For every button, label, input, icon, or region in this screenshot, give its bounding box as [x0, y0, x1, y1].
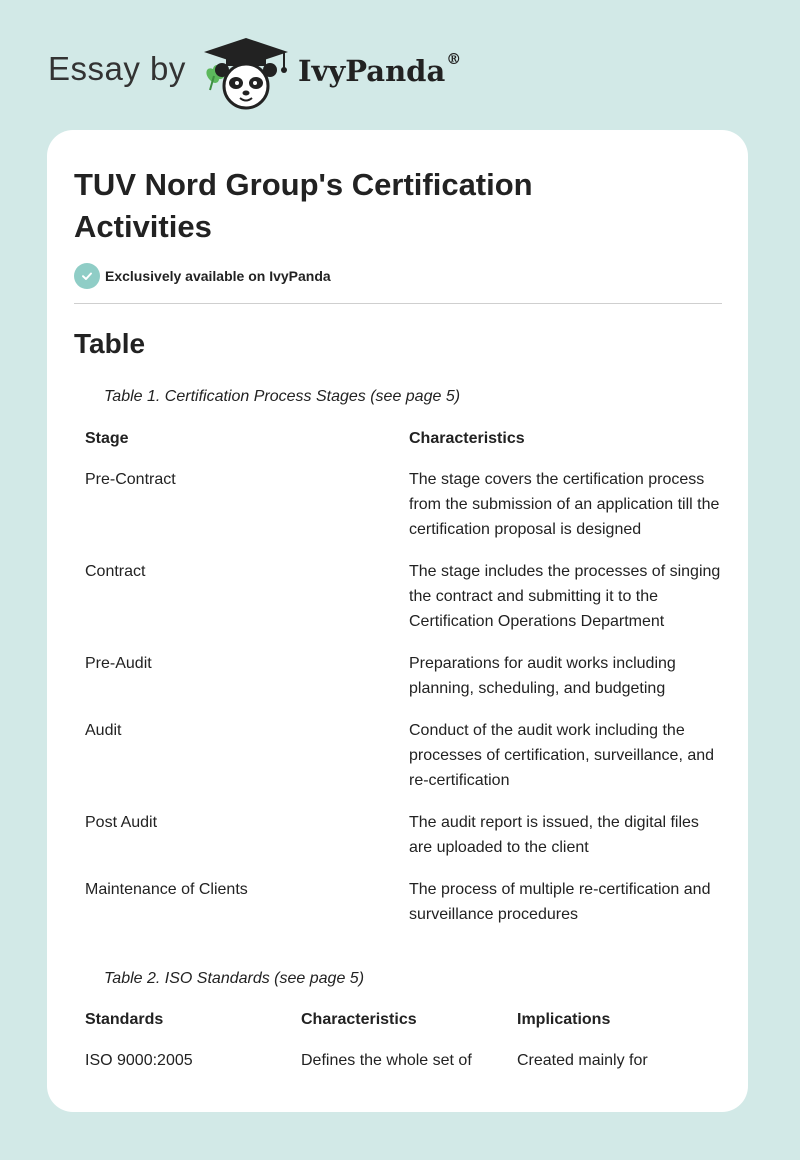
certification-stages-table: [74, 426, 722, 944]
characteristics-cell: Defines the whole set of: [301, 1052, 472, 1069]
content-card: [47, 130, 748, 1112]
table-header-cell: Implications: [517, 1011, 611, 1028]
stage-cell: Audit: [85, 722, 122, 739]
table-row: [74, 810, 722, 877]
table-row: [74, 1048, 722, 1073]
stage-cell: Contract: [85, 563, 146, 580]
table-row: [74, 651, 722, 718]
table1-caption: Table 1. Certification Process Stages (see page 5): [104, 388, 461, 405]
registered-mark: ®: [446, 50, 462, 68]
table-header-cell: Stage: [85, 430, 129, 447]
iso-standards-table: [74, 1007, 722, 1073]
brand-name-text: IvyPanda: [298, 54, 446, 88]
table-header-cell: Standards: [85, 1011, 164, 1028]
exclusive-badge: [74, 263, 331, 289]
table-row: [74, 718, 722, 810]
standard-cell: ISO 9000:2005: [85, 1052, 193, 1069]
characteristics-cell: The stage covers the certification process from the submission of an application till the certification proposal is designed: [409, 471, 720, 538]
table-header-cell: Characteristics: [409, 430, 525, 447]
divider: [74, 303, 722, 304]
stage-cell: Post Audit: [85, 814, 158, 831]
table2-caption: Table 2. ISO Standards (see page 5): [104, 970, 365, 987]
characteristics-cell: The process of multiple re-certification and surveillance procedures: [409, 881, 711, 923]
brand-prefix: Essay by: [48, 50, 186, 87]
table-header-cell: Characteristics: [301, 1011, 417, 1028]
characteristics-cell: Conduct of the audit work including the processes of certification, surveillance, and re-certification: [409, 722, 715, 789]
implications-cell: Created mainly for: [517, 1052, 648, 1069]
panda-logo-icon: [200, 36, 292, 110]
brand-name: [298, 50, 462, 88]
stage-cell: Pre-Contract: [85, 471, 176, 488]
badge-text: Exclusively available on IvyPanda: [105, 268, 331, 284]
section-heading: Table: [74, 328, 146, 359]
page-title: TUV Nord Group's Certification Activities: [74, 167, 533, 244]
brand-header: [48, 34, 468, 110]
table-row: [74, 467, 722, 559]
characteristics-cell: The stage includes the processes of singing the contract and submitting it to the Certification Operations Department: [409, 563, 721, 630]
stage-cell: Maintenance of Clients: [85, 881, 248, 898]
table-header-row: [74, 426, 722, 467]
table-row: [74, 877, 722, 944]
characteristics-cell: Preparations for audit works including planning, scheduling, and budgeting: [409, 655, 676, 697]
table-header-row: [74, 1007, 722, 1048]
check-circle-icon: [74, 263, 100, 289]
stage-cell: Pre-Audit: [85, 655, 152, 672]
characteristics-cell: The audit report is issued, the digital files are uploaded to the client: [409, 814, 699, 856]
table-row: [74, 559, 722, 651]
